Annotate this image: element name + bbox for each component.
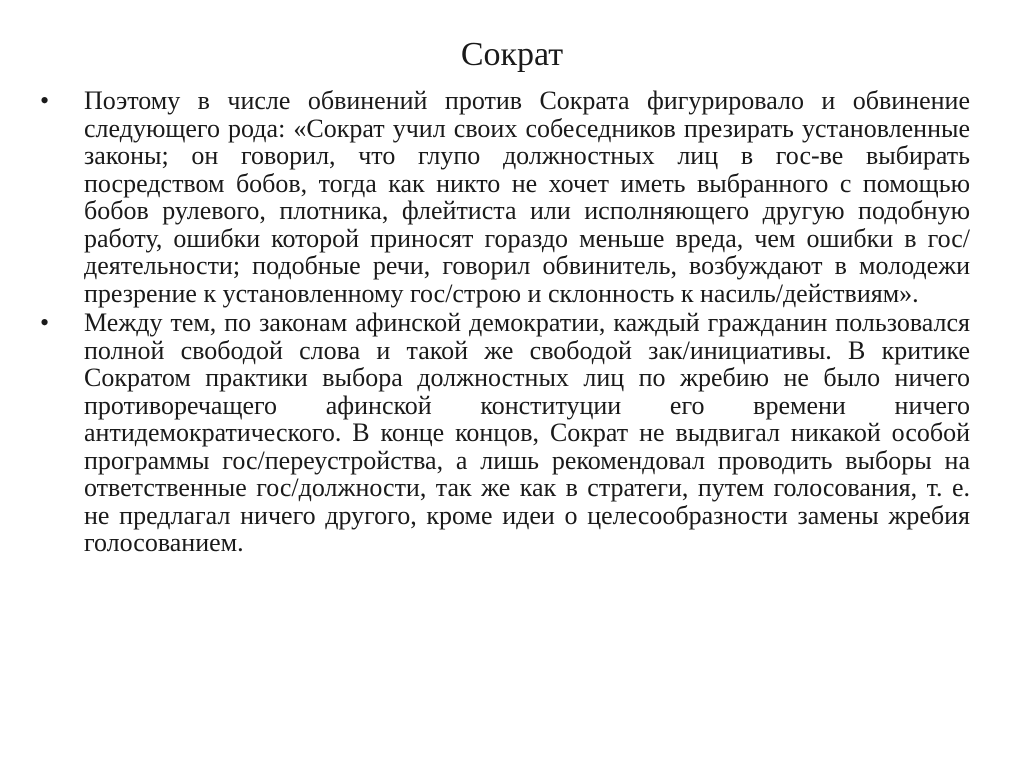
bullet-text: Поэтому в числе обвинений против Сократа фигурировало и обвинение следующего рода: «Сократ учил своих собеседников презирать установленные законы; он говорил, что глупо должностных лиц в гос-ве выбирать посредством бобов, тогда как никто не хочет иметь выбранного с помощью бобов рулевого, плотника, флейтиста или исполняющего другую подобную работу, ошибки которой приносят гораздо меньше вреда, чем ошибки в гос/деятельности; подобные речи, говорил обвинитель, возбуждают в молодежи презрение к установленному гос/строю и склонность к насиль/действиям». [84, 86, 970, 308]
bullet-marker: • [40, 86, 50, 115]
bullet-marker: • [40, 308, 50, 337]
bullet-text: Между тем, по законам афинской демократии, каждый гражданин пользовался полной свободой слова и такой же свободой зак/инициативы. В критике Сократом практики выбора должностных лиц по жребию не было ничего противоречащего афинской конституции его времени ничего антидемократического. В конце концов, Сократ не выдвигал никакой особой программы гос/переустройства, а лишь рекомендовал проводить выборы на ответственные гос/должности, так же как в стратеги, путем голосования, т. е. не предлагал ничего другого, кроме идеи о целесообразности замены жребия голосованием. [84, 308, 970, 557]
bullet-item [40, 309, 970, 557]
slide-title: Сократ [460, 36, 564, 73]
bullet-item [40, 87, 970, 307]
bullet-list [40, 87, 970, 559]
